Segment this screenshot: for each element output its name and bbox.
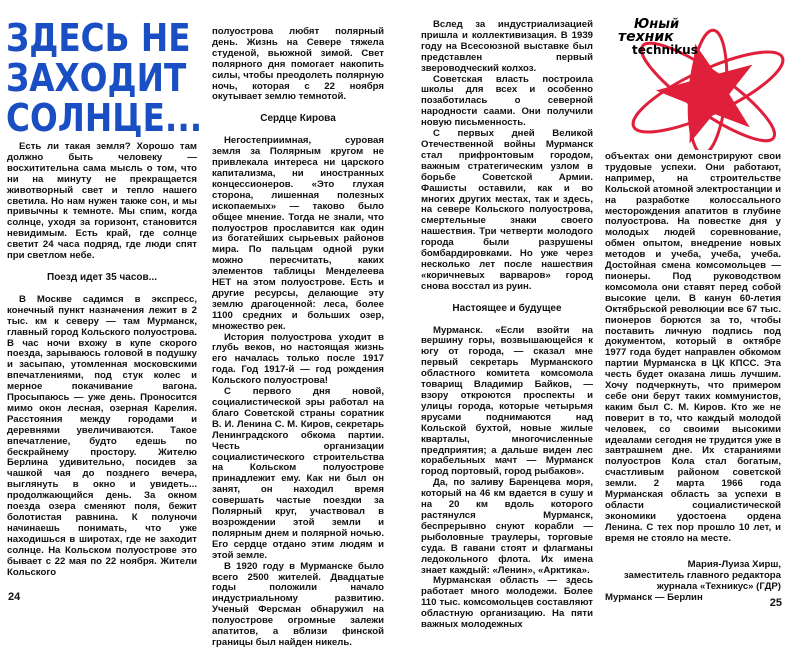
title-line: СОЛНЦЕ... bbox=[6, 96, 203, 140]
column-4 bbox=[605, 152, 781, 603]
paragraph: Негостеприимная, суровая земля за Полярным кругом не привлекала интереса ни царского капитализма, ни иностранных концессионеров. «Это глухая сторона, лишенная полезных ископаемых» — таково было общее мнение. Тогда не знали, что полуостров прославится как один из богатейших сырьевых районов мира. По пальцам одной руки можно пересчитать, каких элементов таблицы Менделеева НЕТ на этом полуострове. Есть и другие ресурсы, делающие эту землю драгоценной: леса, более 1100 средних и больших озер, множество рек. bbox=[212, 135, 384, 332]
section-heading: Настоящее и будущее bbox=[452, 302, 562, 314]
section-heading: Сердце Кирова bbox=[260, 113, 336, 125]
title-line: ЗАХОДИТ bbox=[6, 56, 187, 100]
author-name: Мария-Луиза Хирш, bbox=[687, 558, 781, 570]
paragraph: С первого дня новой, социалистической эры работал на благо Советской страны соратник В. И. Ленина С. М. Киров, секретарь Ленинградского обкома партии. Честь организации социалистического строительства на Кольском полуострове принадлежит ему. Как ни был он занят, он находил время совершать частые поездки за Полярный круг, участвовал в возрождении этой земли и полярным днем и полярной ночью. Его сердце отдано этим людям и этой земле. bbox=[212, 386, 384, 561]
column-3 bbox=[421, 20, 593, 631]
logo-line: technikus bbox=[632, 43, 698, 57]
page-number-right: 25 bbox=[769, 597, 782, 609]
paragraph: Советская власть построила школы для всех и особенно позаботилась о северной народности саами. Они получили новую письменность. bbox=[421, 73, 593, 129]
author-journal: журнала «Техникус» (ГДР) bbox=[656, 580, 781, 592]
author-signature bbox=[605, 559, 781, 603]
paragraph: С первых дней Великой Отечественной войны Мурманск стал прифронтовым городом, важным стратегическим узлом в борьбе Советской Армии. Фашисты оставили, как и во многих других местах, так и здесь, на севере Кольского полуострова, смертельные знаки своего нашествия. Три четверти молодого города были разрушены бомбардировками. Но уже через несколько лет после нашествия «коричневых варваров» город снова восстал из руин. bbox=[421, 128, 593, 292]
column-1 bbox=[7, 142, 197, 578]
paragraph: Да, по заливу Баренцева моря, который на 46 км вдается в сушу и на 20 км вдоль которого растянулся Мурманск, беспрерывно снуют корабли — рыболовные траулеры, торговые суда. В гавани стоят и флагманы ледокольного флота. Их имена знает каждый: «Ленин», «Арктика». bbox=[421, 477, 593, 576]
author-role: заместитель главного редактора bbox=[623, 569, 781, 581]
paragraph: В 1920 году в Мурманске было всего 2500 жителей. Двадцатые годы положили начало индустриальному развитию. Ученый Ферсман обнаружил на полуострове огромные залежи апатитов, а вблизи финской границы был найден никель. bbox=[212, 560, 384, 648]
paragraph: Мурманск. «Если взойти на вершину горы, возвышающейся к югу от города, — сказал мне первый секретарь Мурманского областного комитета комсомола товарищ Владимир Байков, — взору откроются проспекты и улицы города, которые четырьмя ярусами поднимаются над Кольской бухтой, новые жилые кварталы, многочисленные предприятия; а дальше виден лес корабельных мачт — Мурманск город портовый, город рыбаков». bbox=[421, 324, 593, 478]
logo-line: Юный bbox=[634, 17, 680, 32]
dateline: Мурманск — Берлин bbox=[605, 591, 703, 603]
paragraph: История полуострова уходит в глубь веков, но настоящая жизнь его началась только после 1917 года. Год 1917-й — год рождения Кольского полуострова! bbox=[212, 331, 384, 387]
logo-text bbox=[618, 18, 698, 57]
intro-paragraph: Есть ли такая земля? Хорошо там должно быть человеку — восхитительна сама мысль о том, что ни на минуту не прекращается животворный свет и тепло нашего светила. Но нам нужен также сон, и мы привычны к темноте. Мы спим, когда солнце, уходя за горизонт, становится невидимым. Есть край, где солнце светит 24 часа подряд, где люди спят при светлом небе. bbox=[7, 141, 197, 262]
section-heading: Поезд идет 35 часов... bbox=[47, 271, 157, 283]
paragraph: Вслед за индустриализацией пришла и коллективизация. В 1939 году на Всесоюзной выставке был представлен первый звероводческий колхоз. bbox=[421, 19, 593, 74]
logo-line: техник bbox=[618, 29, 674, 45]
title-line: ЗДЕСЬ НЕ bbox=[6, 16, 191, 60]
paragraph: В Москве садимся в экспресс, конечный пункт назначения лежит в 2 тыс. км к северу — там Мурманск, главный город Кольского полуострова. В час ночи вхожу в купе скорого поезда, зарываюсь головой в подушку и засыпаю, утомленная московскими впечатлениями, под стук колес и мерное покачивание вагона. Просыпаюсь — уже день. Проносится мимо окон лесная, озерная Карелия. Расстояния между городами и деревнями увеличиваются. Такое впечатление, будто едешь по бескрайнему простору. Жителю Берлина удивительно, посидев за чашкой чая до позднего вечера, выглянуть в окно и увидеть... продолжающийся день. За окном поезда озера сменяют поля, бежит болотистая равнина. К полуночи начинаешь понимать, что уже находишься в широтах, где не заходит солнце. На Кольском полуострове это бывает с 22 мая по 22 ноября. Жители Кольского bbox=[7, 293, 197, 578]
column-2 bbox=[212, 27, 384, 649]
paragraph: полуострова любят полярный день. Жизнь на Севере тяжела студеной, вьюжной зимой. Свет полярного дня помогает накопить силы, чтобы преодолеть полярную ночь, которая с 22 ноября окутывает землю темнотой. bbox=[212, 26, 384, 103]
paragraph: объектах они демонстрируют свои трудовые успехи. Они работают, например, на строительстве Кольской атомной электростанции и на разработке колоссального месторождения апатитов в глубине полуострова. На повестке дня у молодых людей соревнование, обмен опытом, внедрение новых методов и учеба, учеба, учеба. Достойная смена комсомольцев — пионеры. Под руководством комсомола они ставят перед собой высокие цели. В канун 60-летия Октябрьской революции все 67 тыс. пионеров борются за то, чтобы поставить личную подпись под документом, который в октябре 1977 года будет направлен обкомом партии Мурманска в ЦК КПСС. Эта честь будет оказана лишь лучшим. Хочу подчеркнуть, что примером себе они берут таких коммунистов, каким был С. М. Киров. Кто же не поверит в то, что каждый молодой человек, со своими высокими идеалами сегодня не трудится уже в завтрашнем дне. Их стараниями полуостров Кола стал богатым, счастливым районом советской земли. 2 марта 1966 года Мурманская область за успехи в области социалистической экономики удостоена ордена Ленина. С тех пор прошло 10 лет, и время не стояло на месте. bbox=[605, 151, 781, 544]
page-number-left: 24 bbox=[8, 591, 21, 603]
magazine-logo bbox=[608, 10, 793, 150]
article-title bbox=[6, 16, 203, 140]
paragraph: Мурманская область — здесь работает много молодежи. Более 110 тыс. комсомольцев составляют областную организацию. На пяти важных молодежных bbox=[421, 575, 593, 631]
